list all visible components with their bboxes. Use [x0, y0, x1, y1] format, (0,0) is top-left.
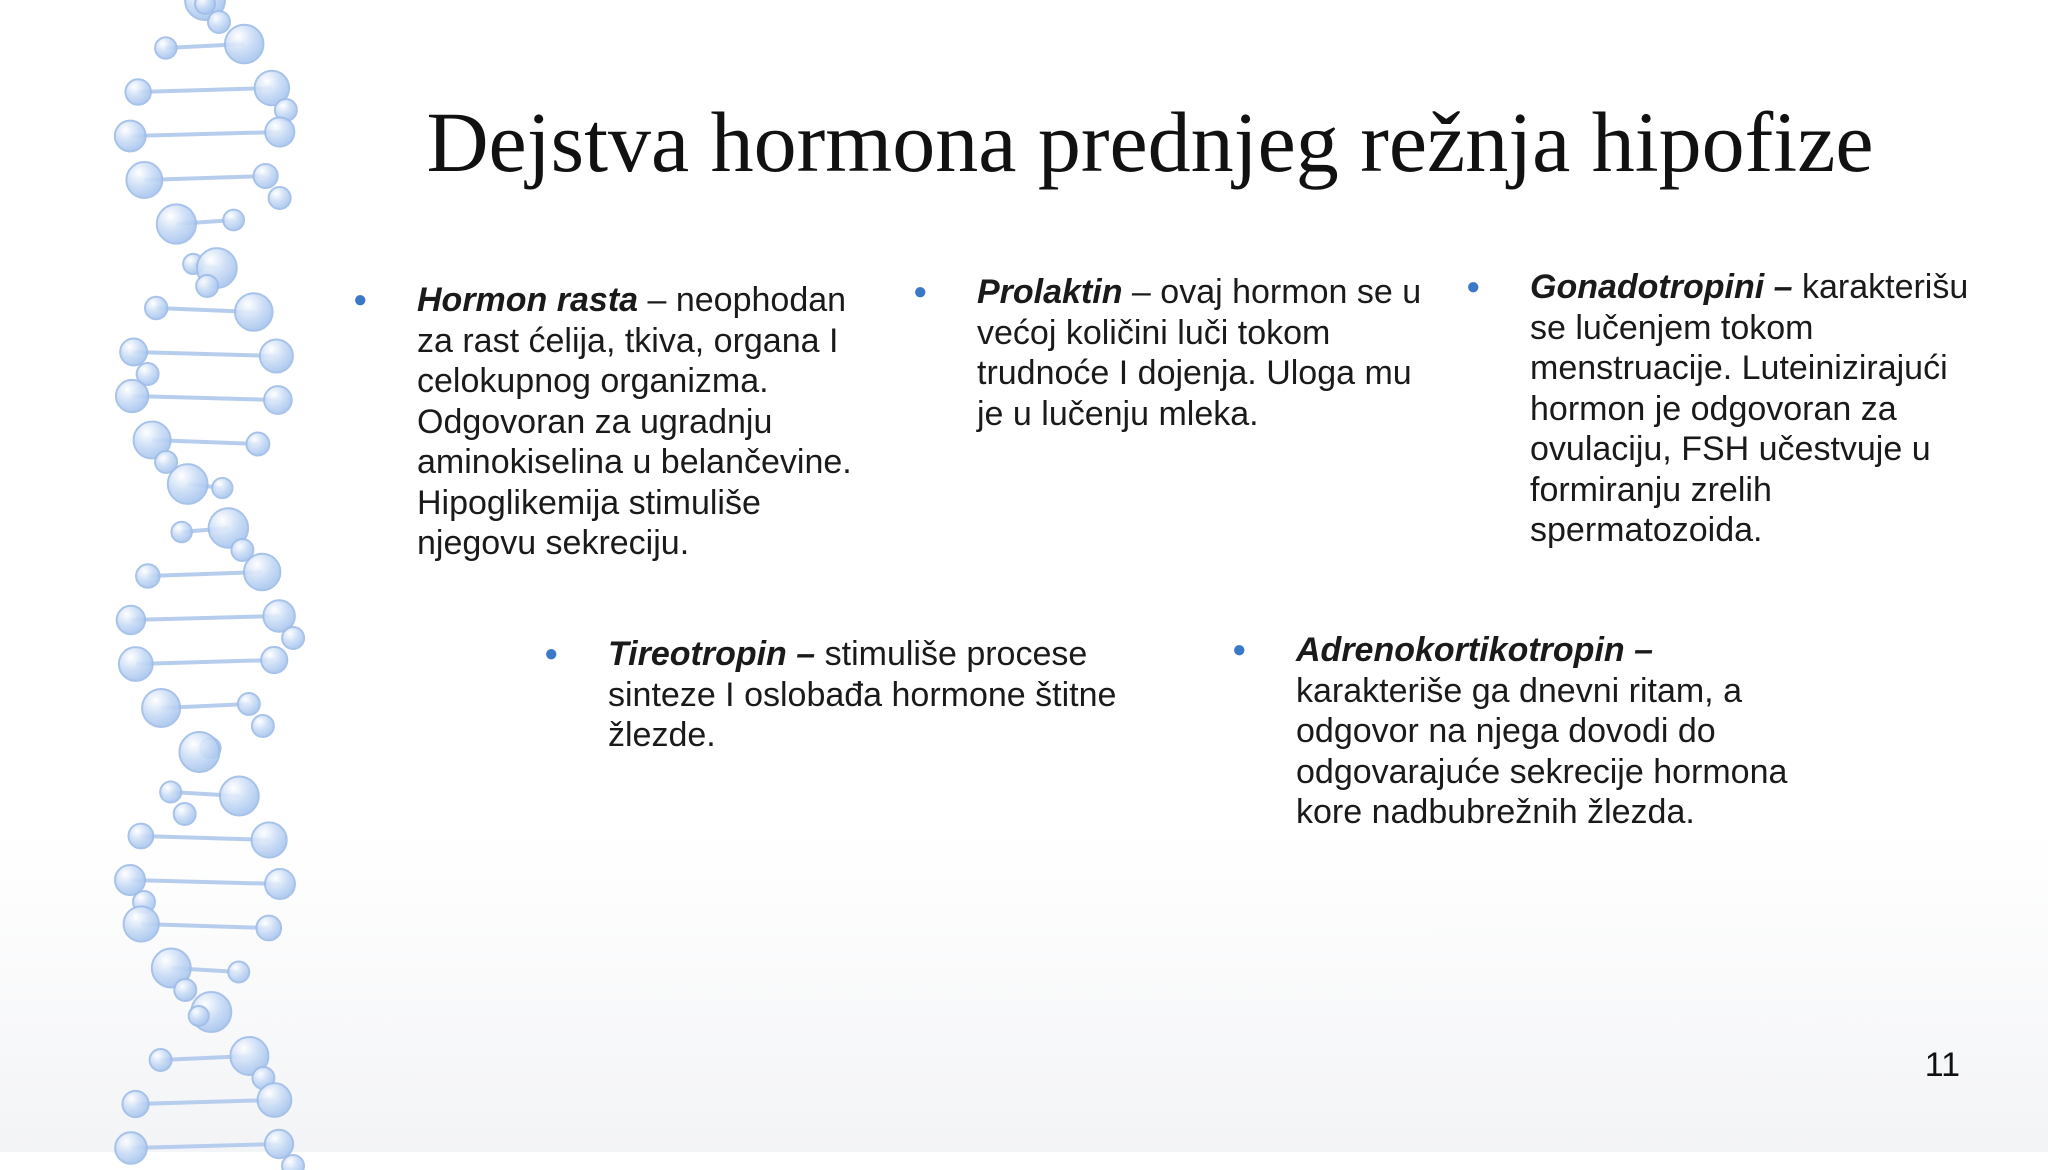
dna-rung — [130, 880, 280, 884]
dna-rung — [136, 660, 274, 664]
dna-sphere — [261, 647, 287, 673]
dna-rung — [131, 616, 279, 620]
item-description: ovaj hormon se u većoj količini luči tokom trudnoće I dojenja. Uloga mu je u lučenju mleka. — [977, 273, 1422, 433]
bullet-item-adrenokortikotropin — [1232, 630, 1796, 833]
item-term: Prolaktin — [977, 273, 1123, 311]
dna-sphere — [160, 781, 181, 802]
item-term: Gonadotropini — [1530, 268, 1765, 306]
dna-sphere — [119, 647, 153, 681]
item-separator: – — [1122, 273, 1151, 311]
dna-sphere — [220, 777, 259, 816]
item-term: Tireotropin — [608, 635, 787, 673]
item-term: Adrenokortikotropin — [1296, 631, 1625, 669]
dna-sphere — [254, 164, 278, 188]
dna-sphere — [208, 11, 230, 33]
dna-sphere — [258, 1083, 292, 1117]
dna-sphere — [282, 1155, 304, 1170]
bullet-dot-icon: ● — [913, 278, 928, 305]
dna-sphere — [282, 627, 304, 649]
dna-sphere — [244, 554, 280, 590]
dna-sphere — [124, 906, 159, 941]
dna-sphere — [246, 433, 269, 456]
dna-sphere — [150, 1049, 172, 1071]
dna-sphere — [115, 1132, 147, 1164]
dna-sphere — [145, 297, 167, 319]
dna-rung — [130, 132, 280, 136]
dna-sphere — [195, 0, 215, 14]
dna-sphere — [142, 689, 180, 727]
dna-sphere — [228, 961, 249, 982]
dna-rung — [138, 88, 272, 92]
dna-sphere — [260, 339, 293, 372]
bullet-item-hormon-rasta — [353, 280, 887, 564]
bullet-dot-icon: ● — [1232, 636, 1247, 663]
slide-title: Dejstva hormona prednjeg režnja hipofize — [426, 94, 1874, 190]
dna-rung — [141, 836, 269, 840]
dna-sphere — [122, 1091, 148, 1117]
dna-sphere — [117, 606, 145, 634]
bullet-item-prolaktin — [913, 272, 1447, 434]
item-description: stimuliše procese sinteze I oslobađa hormone štitne žlezde. — [608, 635, 1117, 754]
dna-sphere — [189, 1006, 209, 1026]
dna-sphere — [126, 162, 162, 198]
dna-sphere — [115, 865, 145, 895]
page-number: 11 — [1924, 1046, 1960, 1084]
dna-sphere — [157, 204, 196, 243]
dna-sphere — [252, 822, 287, 857]
bullet-item-tireotropin — [544, 634, 1128, 756]
item-separator: – — [1624, 631, 1654, 669]
dna-sphere — [223, 210, 244, 231]
item-separator: – — [638, 281, 667, 319]
dna-rung — [132, 396, 278, 400]
dna-sphere — [264, 386, 292, 414]
dna-sphere — [238, 693, 260, 715]
item-term: Hormon rasta — [417, 281, 639, 319]
bullet-dot-icon: ● — [353, 286, 368, 313]
dna-sphere — [269, 187, 291, 209]
dna-sphere — [115, 121, 146, 152]
dna-sphere — [125, 79, 150, 104]
dna-sphere — [196, 275, 218, 297]
dna-sphere — [235, 293, 273, 331]
item-description: neophodan za rast ćelija, tkiva, organa I celokupnog organizma. Odgovoran za ugradnju aminokiselina u belančevine. Hipoglikemija stimuliše njegovu sekreciju. — [417, 281, 852, 562]
dna-helix-icon — [90, 0, 350, 1170]
dna-sphere — [120, 339, 147, 366]
bullet-dot-icon: ● — [1466, 273, 1481, 300]
dna-sphere — [265, 869, 295, 899]
dna-rung — [131, 1144, 279, 1148]
dna-sphere — [128, 824, 153, 849]
bullet-item-gonadotropini — [1466, 267, 1990, 551]
dna-sphere — [136, 564, 160, 588]
dna-rung — [134, 352, 277, 356]
item-separator: – — [1764, 268, 1793, 306]
dna-sphere — [168, 464, 208, 504]
item-separator: – — [786, 635, 816, 673]
dna-sphere — [265, 117, 294, 146]
dna-sphere — [256, 916, 281, 941]
dna-sphere — [179, 732, 219, 772]
item-description: karakteriše ga dnevni ritam, a odgovor na njega dovodi do odgovarajuće sekrecije hormona kore nadbubrežnih žlezda. — [1296, 671, 1788, 831]
dna-sphere — [171, 522, 191, 542]
dna-sphere — [116, 380, 148, 412]
dna-rung — [136, 1100, 275, 1104]
dna-sphere — [155, 37, 176, 58]
dna-rung — [141, 924, 269, 928]
dna-sphere — [212, 478, 232, 498]
item-description: karakterišu se lučenjem tokom menstruacije. Luteinizirajući hormon je odgovoran za ovulaciju, FSH učestvuje u formiranju zrelih spermatozoida. — [1530, 268, 1969, 549]
dna-sphere — [225, 25, 264, 64]
dna-sphere — [265, 1130, 293, 1158]
bullet-dot-icon: ● — [544, 640, 559, 667]
dna-sphere — [252, 715, 274, 737]
dna-sphere — [174, 803, 196, 825]
dna-sphere — [174, 979, 196, 1001]
